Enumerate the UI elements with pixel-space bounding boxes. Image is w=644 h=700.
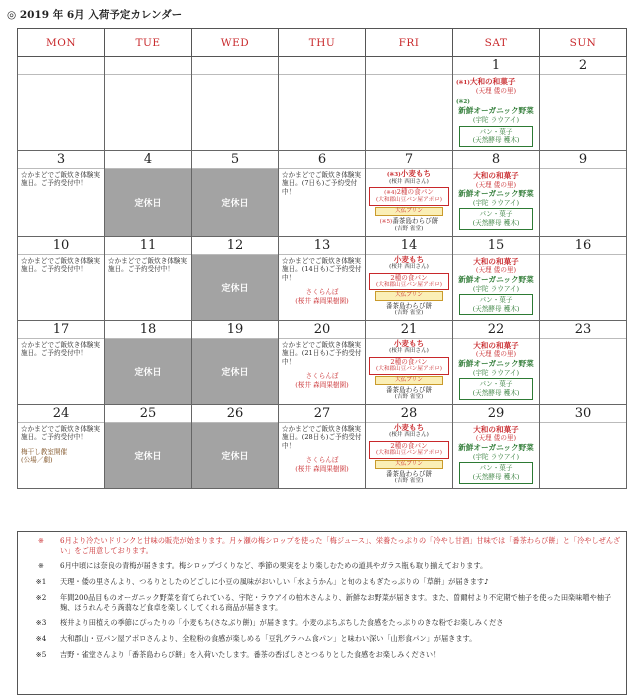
day-cell — [105, 404, 192, 488]
event-pan: 2種の食パン — [390, 273, 428, 282]
day-number: 19 — [192, 321, 278, 339]
event-source: (大和郡山豆パン屋アポロ) — [376, 450, 442, 457]
event-pan: 2種の食パン — [396, 188, 434, 197]
day-number: 1 — [453, 57, 539, 75]
day-cell — [453, 57, 540, 151]
event-pudding: 大仏プリン — [375, 460, 443, 469]
day-cell — [105, 57, 192, 151]
day-cell — [192, 320, 279, 404]
event-pudding: 大仏プリン — [375, 376, 443, 385]
day-cell — [453, 404, 540, 488]
day-cell — [192, 57, 279, 151]
day-number: 26 — [192, 405, 278, 423]
event-source: (天理 倭の里) — [475, 434, 517, 443]
event-source: (宇陀 ラウアイ) — [472, 115, 520, 124]
event-organic: 新鮮オーガニック野菜 — [458, 443, 534, 453]
day-number: 5 — [192, 151, 278, 169]
event-warabi: 番茶島わらび餅 — [385, 385, 433, 394]
day-number: 30 — [540, 405, 626, 423]
closed-day: 定休日 — [105, 169, 191, 236]
day-cell — [279, 320, 366, 404]
note-item — [18, 593, 626, 612]
weekday-fri: FRI — [366, 29, 453, 57]
week-row — [18, 404, 627, 488]
event-bread: パン・菓子 — [479, 296, 513, 305]
day-cell — [366, 236, 453, 320]
event-kamado: ☆かまどでご飯炊き体験実施日。(21日も)ご予約受付中！ — [282, 340, 362, 366]
day-number: 23 — [540, 321, 626, 339]
closed-day: 定休日 — [192, 169, 278, 236]
event-source: (大和郡山豆パン屋アポロ) — [376, 282, 442, 289]
event-source: (吉野 雀堂) — [394, 226, 424, 233]
day-cell — [279, 57, 366, 151]
weekday-sat: SAT — [453, 29, 540, 57]
event-source: (天理 倭の里) — [475, 87, 517, 96]
event-pan: 2種の食パン — [390, 441, 428, 450]
day-number: 22 — [453, 321, 539, 339]
event-source: (吉野 雀堂) — [394, 310, 424, 317]
day-cell — [540, 150, 627, 236]
event-source: (桜井 西田さん) — [389, 432, 429, 439]
day-number — [18, 57, 104, 75]
day-number: 28 — [366, 405, 452, 423]
day-number: 16 — [540, 237, 626, 255]
event-source: (天然酵母 穫木) — [472, 473, 520, 481]
day-cell — [366, 404, 453, 488]
note-mark: (※4) — [384, 190, 397, 197]
note-mark: ※4 — [35, 634, 47, 644]
event-source: (公場／劇) — [21, 456, 53, 465]
event-yamato: 大和の和菓子 — [473, 256, 519, 266]
day-cell — [192, 236, 279, 320]
event-warabi: 番茶島わらび餅 — [385, 301, 433, 310]
event-kamado: ☆かまどでご飯炊き体験実施日。ご予約受付中！ — [21, 424, 101, 442]
week-row — [18, 57, 627, 151]
day-cell — [279, 236, 366, 320]
event-source: (宇陀 ラウアイ) — [472, 284, 520, 293]
day-number: 17 — [18, 321, 104, 339]
event-yamato: 大和の和菓子 — [469, 77, 516, 86]
day-cell — [18, 57, 105, 151]
note-text: 天理・倭の里さんより、つるりとしたのどごしに小豆の風味がおいしい「水ようかん」と旬のよもぎたっぷりの「草餅」が届きます♪ — [60, 577, 489, 587]
note-item — [18, 561, 626, 571]
note-item — [18, 532, 626, 555]
day-number: 7 — [366, 151, 452, 169]
note-item — [18, 634, 626, 644]
day-cell — [105, 150, 192, 236]
note-item — [18, 577, 626, 587]
day-cell — [453, 150, 540, 236]
event-bread: パン・菓子 — [479, 464, 513, 473]
event-source: (天然酵母 穫木) — [472, 388, 520, 397]
event-warabi: 番茶島わらび餅 — [392, 216, 439, 225]
event-organic: 新鮮オーガニック野菜 — [458, 106, 534, 116]
weekday-wed: WED — [192, 29, 279, 57]
event-kamado: ☆かまどでご飯炊き体験実施日。(7日も)ご予約受付中！ — [282, 170, 362, 196]
day-cell — [18, 150, 105, 236]
day-number: 2 — [540, 57, 626, 75]
day-cell — [279, 150, 366, 236]
note-mark: (※5) — [379, 218, 393, 225]
day-cell — [540, 404, 627, 488]
event-bread: パン・菓子 — [479, 127, 513, 136]
day-cell — [366, 150, 453, 236]
event-source: (宇陀 ラウアイ) — [472, 452, 520, 461]
note-item — [18, 618, 626, 628]
event-kamado: ☆かまどでご飯炊き体験実施日。ご予約受付中！ — [21, 340, 101, 358]
day-cell — [366, 320, 453, 404]
day-cell — [279, 404, 366, 488]
event-kamado: ☆かまどでご飯炊き体験実施日。(28日も)ご予約受付中！ — [282, 424, 362, 450]
closed-day: 定休日 — [105, 423, 191, 488]
day-number: 3 — [18, 151, 104, 169]
week-row — [18, 320, 627, 404]
note-text: 吉野・雀堂さんより「番茶島わらび餅」を入荷いたします。番茶の香ばしさとつるりとした食感をお楽しみください！ — [60, 649, 441, 659]
calendar-grid — [17, 28, 627, 489]
notes-box — [17, 531, 627, 695]
closed-day: 定休日 — [192, 339, 278, 404]
day-number: 20 — [279, 321, 365, 339]
day-number: 13 — [279, 237, 365, 255]
day-number: 10 — [18, 237, 104, 255]
day-number: 18 — [105, 321, 191, 339]
day-number: 21 — [366, 321, 452, 339]
closed-day: 定休日 — [192, 255, 278, 320]
day-cell — [105, 320, 192, 404]
weekday-header — [18, 29, 627, 57]
event-source: (桜井 森岡果樹園) — [295, 296, 349, 305]
day-number: 11 — [105, 237, 191, 255]
note-mark: ※5 — [35, 649, 47, 659]
day-number: 25 — [105, 405, 191, 423]
event-source: (桜井 西田さん) — [389, 348, 429, 355]
event-sakuranbo: さくらんぼ — [305, 372, 339, 381]
day-cell — [366, 57, 453, 151]
day-number: 8 — [453, 151, 539, 169]
note-text: 桜井より田植えの季節にぴったりの「小麦もち(さなぶり餅)」が届きます。小麦のぷちぷちした食感をたっぷりのきな粉でお楽しみくださ — [60, 618, 504, 628]
page-title: ◎ 2019 年 6月 入荷予定カレンダー — [7, 9, 183, 21]
day-number — [366, 57, 452, 75]
weekday-mon: MON — [18, 29, 105, 57]
week-row — [18, 236, 627, 320]
note-mark: ※3 — [35, 618, 47, 628]
day-number: 4 — [105, 151, 191, 169]
event-umeboshi: 梅干し教室開催 — [21, 447, 68, 456]
note-mark: ※ — [37, 536, 45, 545]
event-kamado: ☆かまどでご飯炊き体験実施日。(14日も)ご予約受付中！ — [282, 256, 362, 282]
event-sakuranbo: さくらんぼ — [305, 288, 339, 297]
event-kamado: ☆かまどでご飯炊き体験実施日。ご予約受付中！ — [21, 256, 101, 274]
note-mark: ※2 — [35, 592, 47, 602]
note-text: 大和郡山・豆パン屋アポロさんより、全粒粉の食感が楽しめる「豆乳グラハム食パン」と味わい深い「山形食パン」が届きます。 — [60, 634, 477, 644]
event-source: (桜井 西田さん) — [389, 264, 429, 271]
event-pudding: 大仏プリン — [375, 291, 443, 300]
week-row — [18, 150, 627, 236]
day-cell — [540, 320, 627, 404]
event-bread: パン・菓子 — [479, 380, 513, 389]
event-source: (桜井 森岡果樹園) — [295, 464, 349, 473]
event-source: (天理 倭の里) — [475, 266, 517, 275]
day-cell — [540, 236, 627, 320]
event-source: (桜井 森岡果樹園) — [295, 380, 349, 389]
day-number: 15 — [453, 237, 539, 255]
day-cell — [453, 236, 540, 320]
day-number: 6 — [279, 151, 365, 169]
note-mark: ※1 — [35, 577, 47, 587]
event-komugi: 小麦もち — [393, 338, 425, 348]
day-cell — [540, 57, 627, 151]
event-yamato: 大和の和菓子 — [473, 170, 519, 180]
event-bread: パン・菓子 — [479, 210, 513, 219]
day-number: 12 — [192, 237, 278, 255]
closed-day: 定休日 — [192, 423, 278, 488]
event-source: (大和郡山豆パン屋アポロ) — [376, 197, 442, 204]
day-cell — [453, 320, 540, 404]
weekday-thu: THU — [279, 29, 366, 57]
closed-day: 定休日 — [105, 339, 191, 404]
day-cell — [18, 404, 105, 488]
event-pan: 2種の食パン — [390, 357, 428, 366]
note-text: 6月中頃には奈良の青梅が届きます。梅シロップづくりなど、季節の果実をより楽しむための道具やガラス瓶も取り揃えております。 — [60, 561, 488, 571]
weekday-tue: TUE — [105, 29, 192, 57]
event-sakuranbo: さくらんぼ — [305, 456, 339, 465]
event-source: (天然酵母 穫木) — [472, 136, 520, 145]
event-organic: 新鮮オーガニック野菜 — [458, 189, 534, 199]
day-cell — [192, 404, 279, 488]
event-source: (天理 倭の里) — [475, 180, 517, 189]
event-source: (大和郡山豆パン屋アポロ) — [376, 366, 442, 373]
event-source: (宇陀 ラウアイ) — [472, 368, 520, 377]
event-source: (天理 倭の里) — [475, 350, 517, 359]
note-item — [18, 650, 626, 660]
event-komugi: 小麦もち — [400, 168, 432, 178]
note-text: 6月より冷たいドリンクと甘味の販売が始まります。月ヶ瀬の梅シロップを使った「梅ジュース」、栄養たっぷりの「冷やし甘酒」甘味では「番茶わらび餅」と「冷やしぜんざい」をご用意しております。 — [60, 536, 621, 555]
day-number: 24 — [18, 405, 104, 423]
note-mark: (※3) — [386, 171, 401, 178]
event-source: (天然酵母 穫木) — [472, 304, 520, 313]
day-number: 9 — [540, 151, 626, 169]
event-yamato: 大和の和菓子 — [473, 340, 519, 350]
note-mark: (※1) — [456, 80, 470, 86]
event-komugi: 小麦もち — [393, 254, 425, 264]
weekday-sun: SUN — [540, 29, 627, 57]
day-number: 29 — [453, 405, 539, 423]
day-cell — [18, 236, 105, 320]
day-number: 14 — [366, 237, 452, 255]
day-cell — [18, 320, 105, 404]
day-cell — [192, 150, 279, 236]
event-warabi: 番茶島わらび餅 — [385, 469, 433, 478]
note-mark: ※ — [37, 561, 45, 571]
event-source: (桜井 西田さん) — [389, 178, 429, 185]
event-organic: 新鮮オーガニック野菜 — [458, 274, 534, 284]
event-yamato: 大和の和菓子 — [473, 424, 519, 434]
event-source: (吉野 雀堂) — [394, 478, 424, 485]
event-kamado: ☆かまどでご飯炊き体験実施日。ご予約受付中！ — [108, 256, 188, 274]
event-organic: 新鮮オーガニック野菜 — [458, 358, 534, 368]
day-number — [279, 57, 365, 75]
day-number — [192, 57, 278, 75]
note-text: 年間200品目ものオーガニック野菜を育てられている、宇陀・ラウアイの柏木さんより、新鮮なお野菜が届きます。また、曽爾村より不定期で柚子を使った田楽味噌や柚子麹、ほうれんそう蒟蒻など食卓を楽しくしてくれる商品が届きます。 — [60, 592, 612, 612]
day-number: 27 — [279, 405, 365, 423]
day-cell — [105, 236, 192, 320]
event-pudding: 大仏プリン — [375, 207, 443, 216]
day-number — [105, 57, 191, 75]
event-kamado: ☆かまどでご飯炊き体験実施日。ご予約受付中！ — [21, 170, 101, 188]
event-source: (吉野 雀堂) — [394, 394, 424, 401]
event-komugi: 小麦もち — [393, 422, 425, 432]
event-source: (天然酵母 穫木) — [472, 219, 520, 228]
note-mark: (※2) — [456, 98, 470, 105]
event-source: (宇陀 ラウアイ) — [472, 198, 520, 207]
